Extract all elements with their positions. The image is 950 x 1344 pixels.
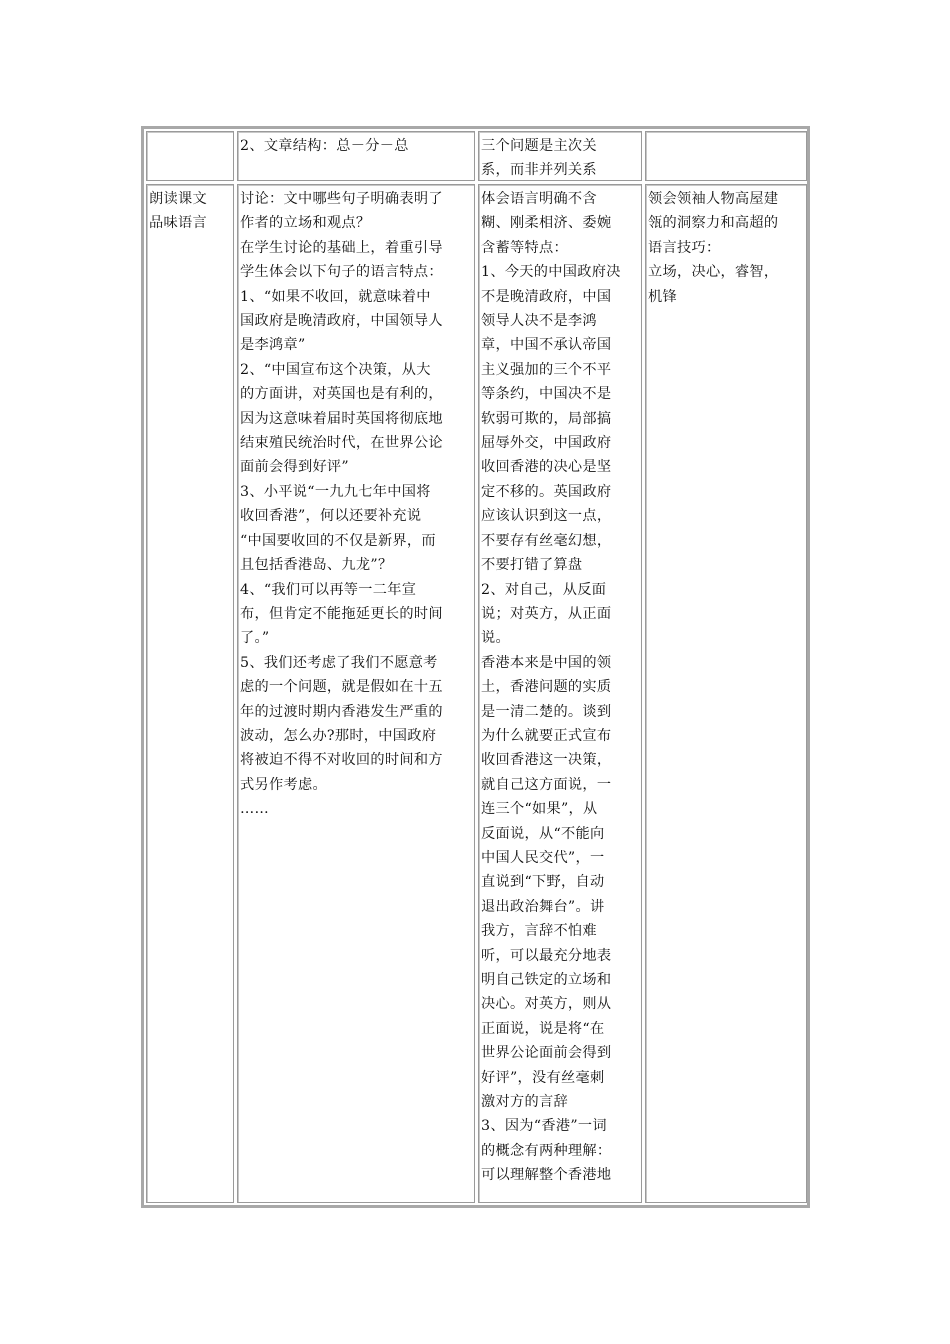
lesson-plan-table xyxy=(141,126,810,1208)
r1-c3-cell xyxy=(478,131,642,181)
r1-c1-cell xyxy=(146,131,234,181)
article-structure-text: 2、文章结构：总－分－总 xyxy=(240,138,409,154)
language-features-text: 体会语言明确不含 糊、刚柔相济、委婉 含蓄等特点： 1、今天的中国政府决 不是晚清政府，中国 领导人决不是李鸿 章，中国不承认帝国 主义强加的三个不平 等条约，中国决不是 软弱可欺的，局部搞 屈辱外交，中国政府 收回香港的决心是坚 定不移的。英国政府 应该认识到这一点， 不要存有丝毫幻想， 不要打错了算盘 2、对自己，从反面 说；对英方，从正面 说。 香港本来是中国的领 土，香港问题的实质 是一清二楚的。谈到 为什么就要正式宣布 收回香港这一决策， 就自己这方面说，一 连三个“如果”，从 反面说，从“不能向 中国人民交代”，一 直说到“下野，自动 退出政治舞台”。讲 我方，言辞不怕难 听，可以最充分地表 明自己铁定的立场和 决心。对英方，则从 正面说，说是将“在 世界公论面前会得到 好评”，没有丝毫刺 激对方的言辞 3、因为“香港”一词 的概念有两种理解： 可以理解整个香港地 xyxy=(481,191,621,1184)
r2-c4-cell xyxy=(645,184,807,1203)
goal-text: 领会领袖人物高屋建 瓴的洞察力和高超的 语言技巧： 立场，决心，睿智， 机锋 xyxy=(648,191,779,305)
r1-c2-cell xyxy=(237,131,475,181)
section-title-text: 朗读课文 品味语言 xyxy=(149,191,207,232)
r2-c2-cell xyxy=(237,184,475,1203)
r1-c4-cell xyxy=(645,131,807,181)
r2-c3-cell xyxy=(478,184,642,1203)
question-relation-text: 三个问题是主次关 系，而非并列关系 xyxy=(481,138,597,179)
r2-c1-cell xyxy=(146,184,234,1203)
discussion-text: 讨论：文中哪些句子明确表明了 作者的立场和观点？ 在学生讨论的基础上，着重引导 学生体会以下句子的语言特点： 1、“如果不收回，就意味着中 国政府是晚清政府，中国领导人 是李鸿章” 2、“中国宣布这个决策，从大 的方面讲，对英国也是有利的， 因为这意味着届时英国将彻底地 结束殖民统治时代，在世界公论 面前会得到好评” 3、小平说“一九九七年中国将 收回香港”，何以还要补充说 “中国要收回的不仅是新界，而 且包括香港岛、九龙”？ 4、“我们可以再等一二年宣 布，但肯定不能拖延更长的时间 了。” 5、我们还考虑了我们不愿意考 虑的一个问题，就是假如在十五 年的过渡时期内香港发生严重的 波动，怎么办?那时，中国政府 将被迫不得不对收回的时间和方 式另作考虑。 …… xyxy=(240,191,443,818)
